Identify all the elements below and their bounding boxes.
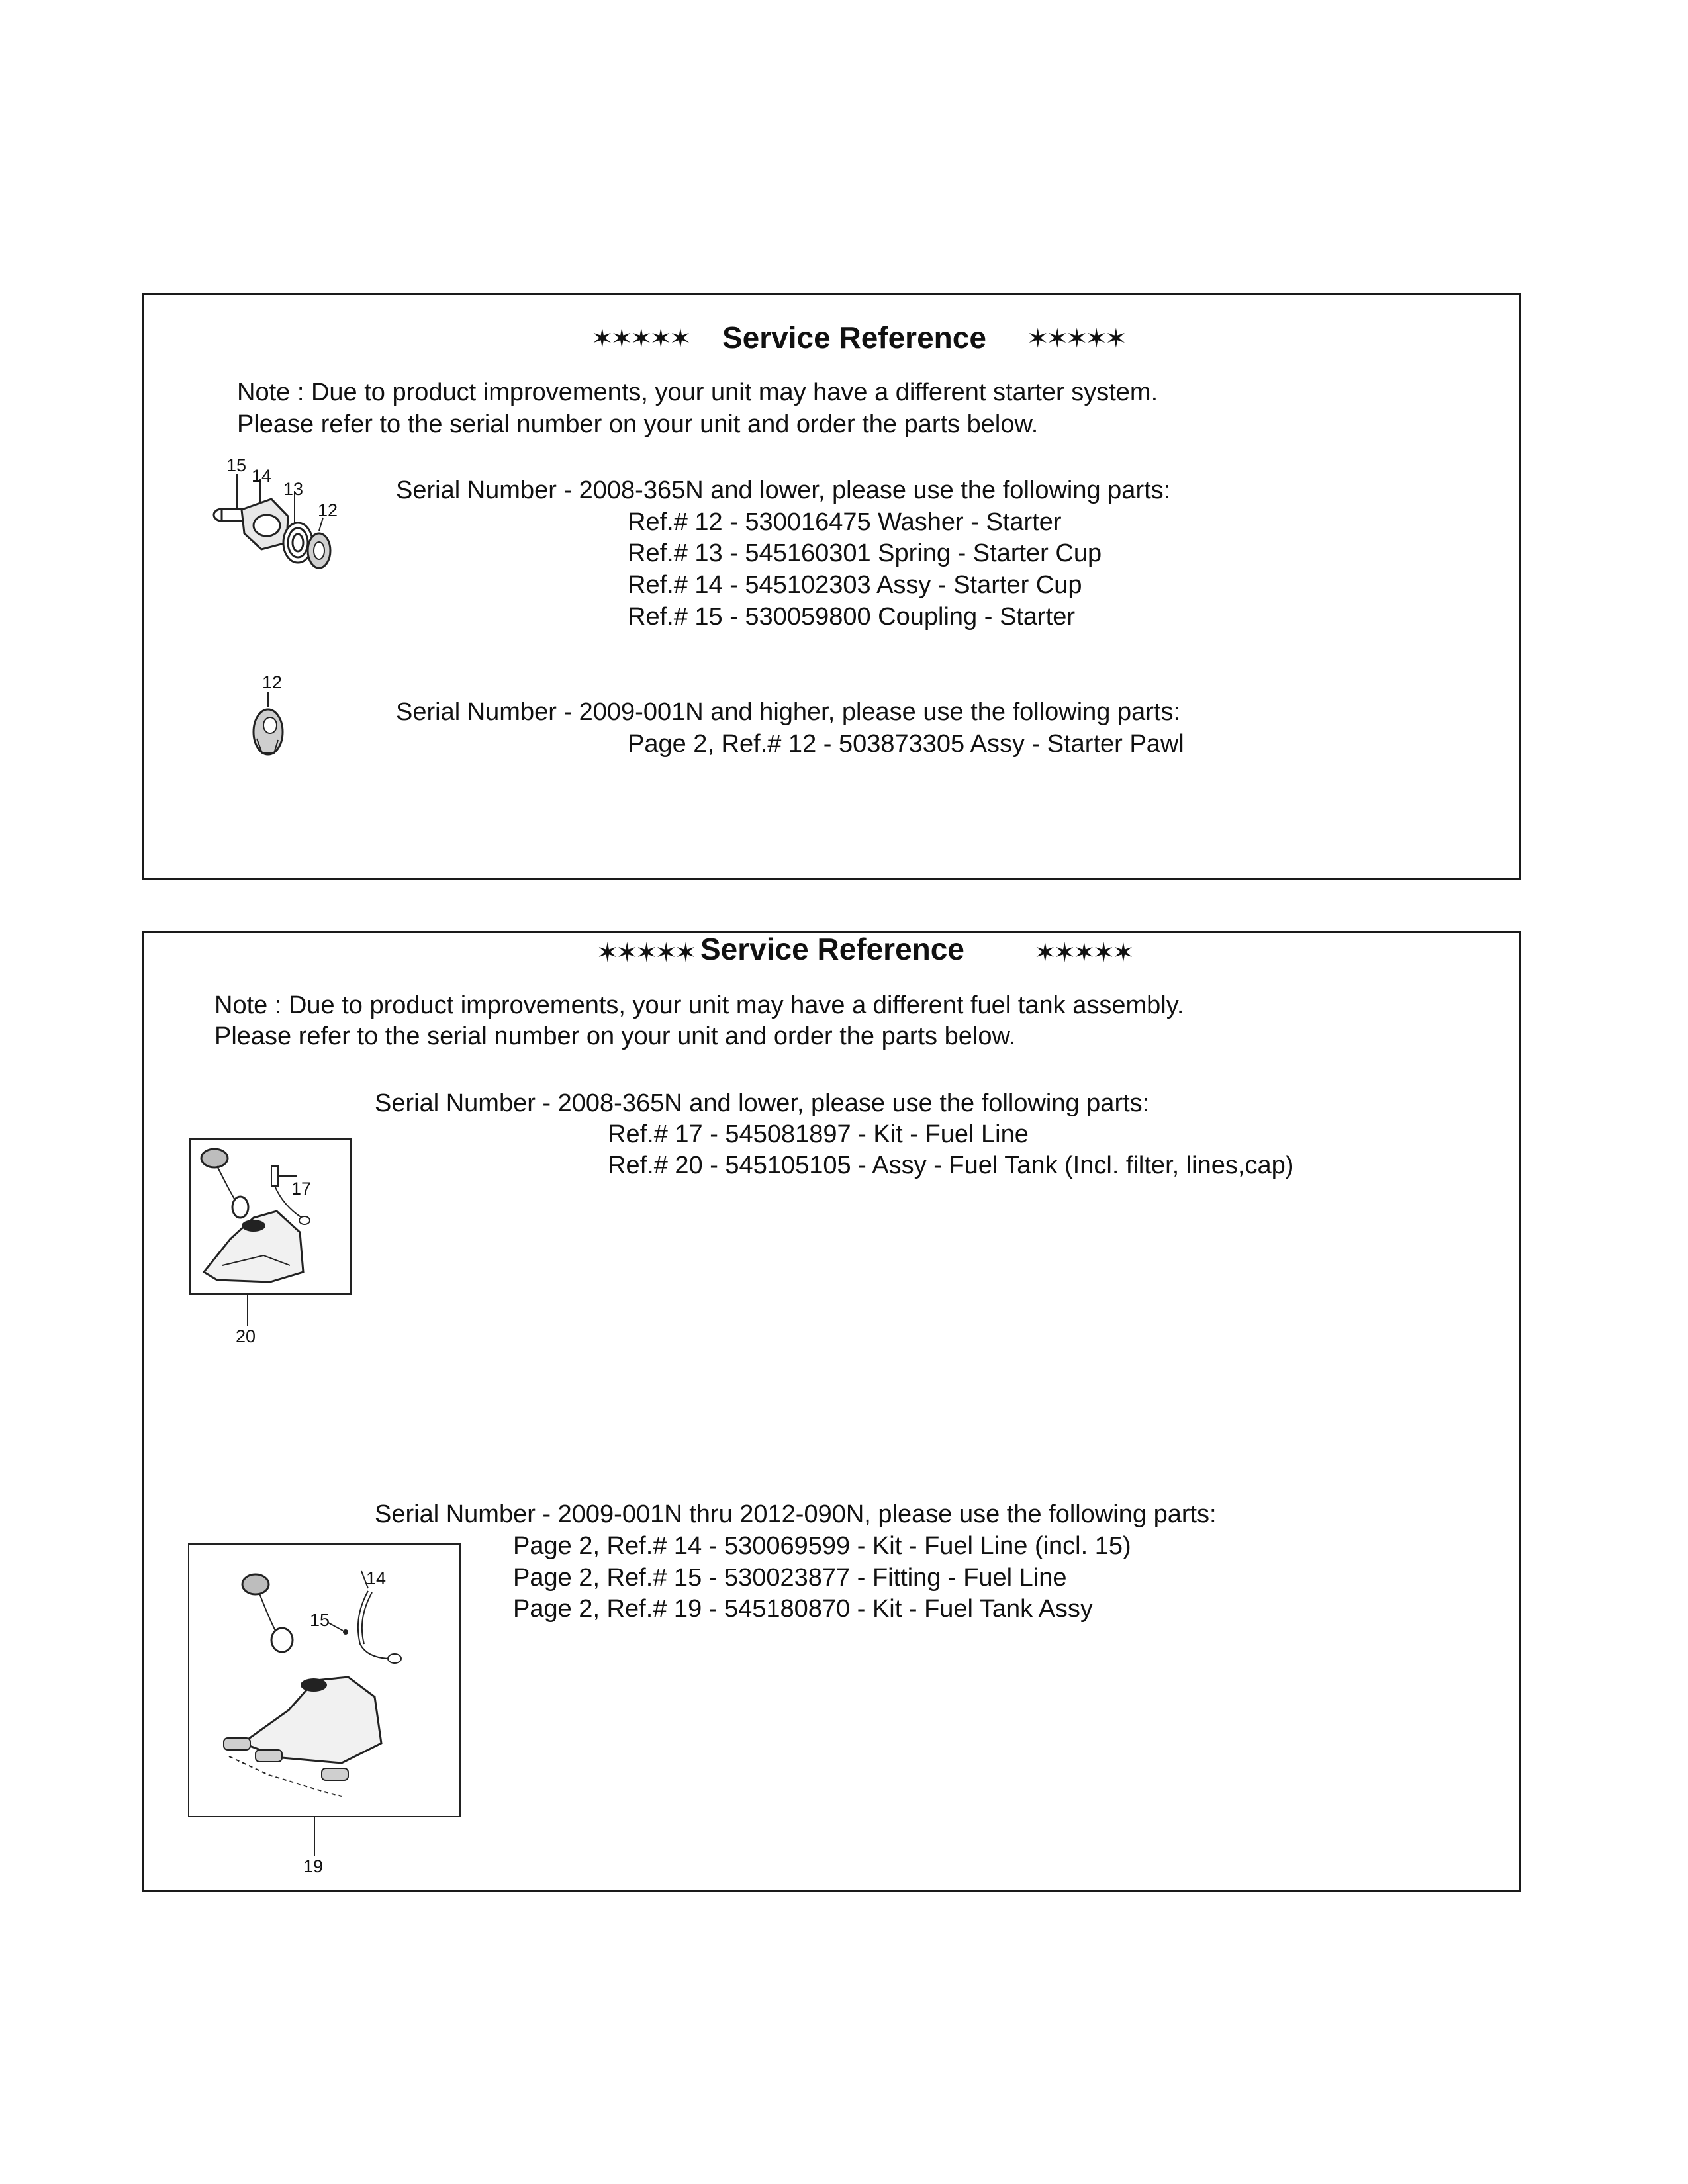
part-line: Page 2, Ref.# 19 - 545180870 - Kit - Fuel Tank Assy — [513, 1595, 1093, 1623]
serial-number-heading: Serial Number - 2009-001N and higher, please use the following parts: — [396, 698, 1181, 726]
callout-label: 19 — [303, 1856, 324, 1876]
leader-line — [312, 1817, 318, 1856]
part-line: Ref.# 12 - 530016475 Washer - Starter — [628, 508, 1062, 536]
stars-decoration-left: ✶✶✶✶✶ — [596, 938, 694, 968]
callout-label: 14 — [366, 1569, 387, 1588]
note-line: Note : Due to product improvements, your unit may have a different fuel tank assembly. — [214, 991, 1184, 1019]
section-title: Service Reference — [722, 320, 986, 355]
serial-number-heading: Serial Number - 2008-365N and lower, please use the following parts: — [375, 1089, 1150, 1117]
serial-number-heading: Serial Number - 2008-365N and lower, please use the following parts: — [396, 477, 1171, 504]
callout-label: 15 — [310, 1610, 330, 1630]
callout-label: 14 — [252, 466, 272, 486]
fuel-tank-drawing — [189, 1545, 459, 1816]
callout-label: 12 — [262, 672, 283, 692]
stars-decoration-right: ✶✶✶✶✶ — [1027, 324, 1125, 353]
stars-decoration-right: ✶✶✶✶✶ — [1034, 938, 1132, 968]
callout-label: 20 — [236, 1326, 256, 1346]
fuel-tank-illustration-new — [188, 1543, 461, 1817]
callout-label: 13 — [283, 479, 304, 499]
note-line: Note : Due to product improvements, your unit may have a different starter system. — [237, 379, 1158, 406]
fuel-tank-illustration-old — [189, 1138, 352, 1295]
leader-line — [245, 1295, 252, 1326]
part-line: Ref.# 14 - 545102303 Assy - Starter Cup — [628, 571, 1082, 599]
fuel-tank-drawing — [191, 1140, 350, 1293]
part-line: Page 2, Ref.# 14 - 530069599 - Kit - Fuel Line (incl. 15) — [513, 1532, 1131, 1560]
stars-decoration-left: ✶✶✶✶✶ — [591, 324, 689, 353]
part-line: Ref.# 15 - 530059800 Coupling - Starter — [628, 603, 1075, 631]
starter-pawl-illustration — [245, 692, 291, 765]
part-line: Ref.# 13 - 545160301 Spring - Starter Cup — [628, 539, 1102, 567]
note-line: Please refer to the serial number on your unit and order the parts below. — [237, 410, 1039, 438]
callout-label: 15 — [226, 455, 247, 475]
part-line: Ref.# 20 - 545105105 - Assy - Fuel Tank (Incl. filter, lines,cap) — [608, 1152, 1294, 1179]
section-title: Service Reference — [700, 932, 964, 966]
callout-label: 12 — [318, 500, 338, 520]
part-line: Ref.# 17 - 545081897 - Kit - Fuel Line — [608, 1120, 1029, 1148]
part-line: Page 2, Ref.# 15 - 530023877 - Fitting - Fuel Line — [513, 1564, 1067, 1592]
part-line: Page 2, Ref.# 12 - 503873305 Assy - Starter Pawl — [628, 730, 1184, 758]
note-line: Please refer to the serial number on your unit and order the parts below. — [214, 1023, 1016, 1050]
callout-label: 17 — [291, 1179, 312, 1199]
serial-number-heading: Serial Number - 2009-001N thru 2012-090N, please use the following parts: — [375, 1500, 1217, 1528]
